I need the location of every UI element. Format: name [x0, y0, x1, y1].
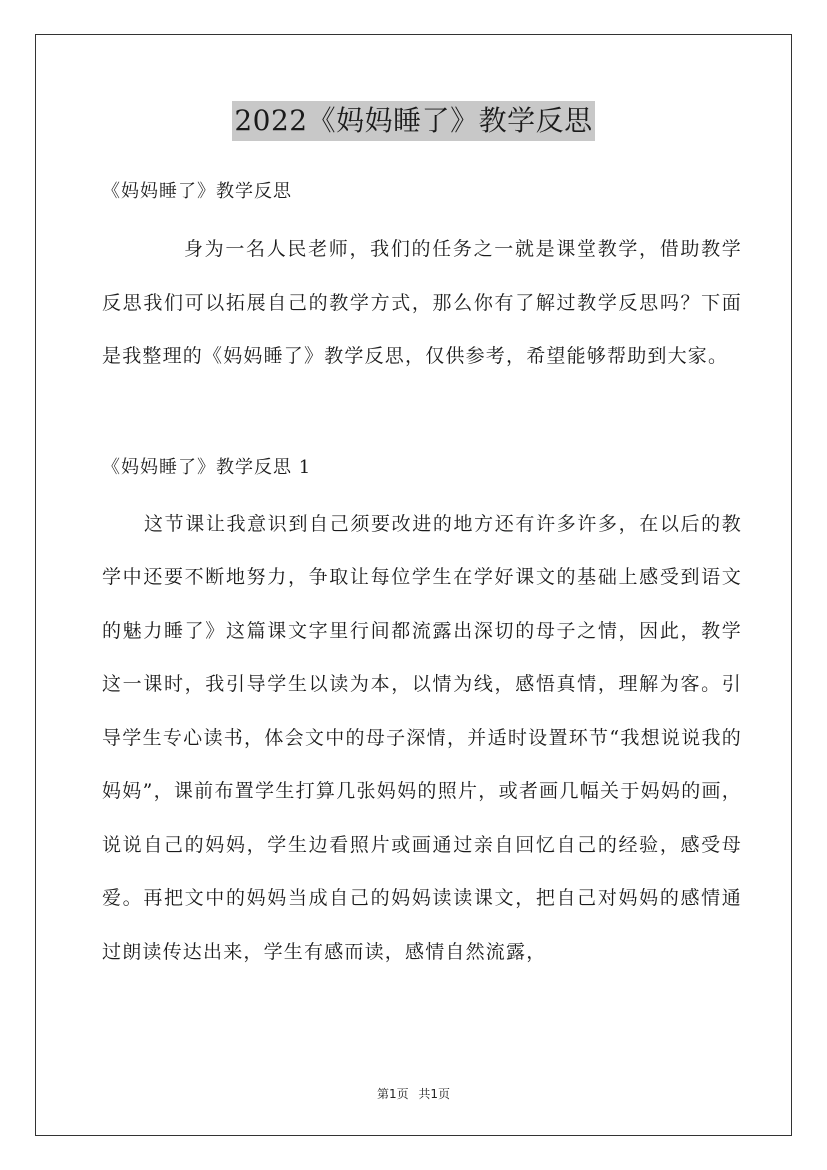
section-1-heading: 《妈妈睡了》教学反思 1 [102, 456, 312, 478]
document-title: 2022《妈妈睡了》教学反思 [232, 101, 594, 141]
subheading: 《妈妈睡了》教学反思 [102, 181, 292, 202]
page-footer [0, 1085, 827, 1102]
page-number: 第1页 [376, 1087, 409, 1101]
document-body [102, 170, 742, 979]
title-container [0, 101, 827, 141]
section-1-paragraph: 这节课让我意识到自己须要改进的地方还有许多许多，在以后的教学中还要不断地努力，争取让每位学生在学好课文的基础上感受到语文的魅力睡了》这篇课文字里行间都流露出深切的母子之情，因此，教学这一课时，我引导学生以读为本，以情为线，感悟真情，理解为客。引导学生专心读书，体会文中的母子深情，并适时设置环节“我想说说我的妈妈”，课前布置学生打算几张妈妈的照片，或者画几幅关于妈妈的画，说说自己的妈妈，学生边看照片或画通过亲自回忆自己的经验，感受母爱。再把文中的妈妈当成自己的妈妈读读课文，把自己对妈妈的感情通过朗读传达出来，学生有感而读，感情自然流露， [102, 512, 742, 963]
intro-paragraph: 身为一名人民老师，我们的任务之一就是课堂教学，借助教学反思我们可以拓展自己的教学方式，那么你有了解过教学反思吗？下面是我整理的《妈妈睡了》教学反思，仅供参考，希望能够帮助到大家。 [102, 238, 742, 367]
page-total: 共1页 [418, 1087, 451, 1101]
